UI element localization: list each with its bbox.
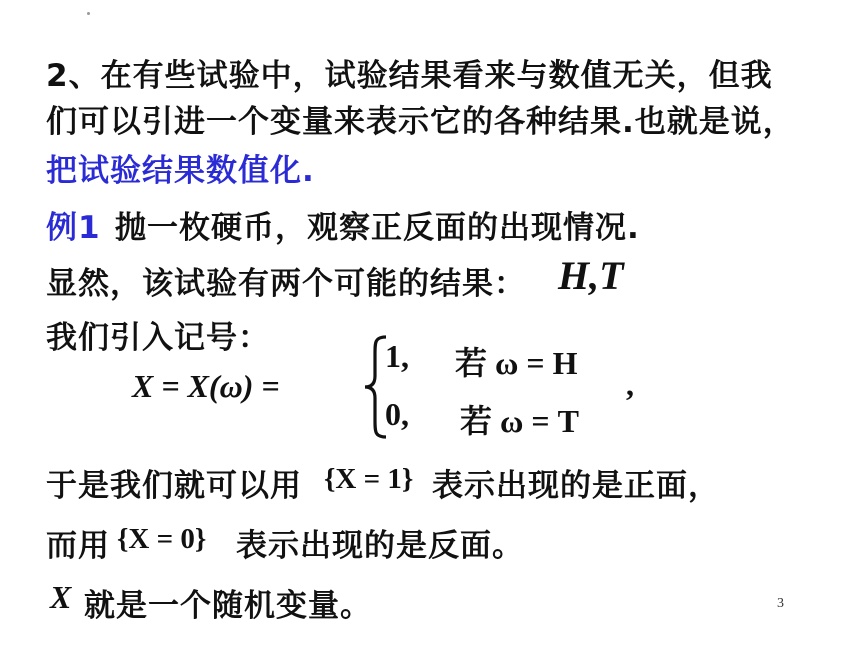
case2-condition: 若 ω = T — [460, 403, 579, 439]
example-text: 抛一枚硬币，观察正反面的出现情况. — [115, 210, 640, 246]
conclusion-text: 就是一个随机变量。 — [84, 588, 372, 624]
event-zero: {X = 0} — [117, 523, 207, 555]
formula-trailing-comma: , — [626, 366, 634, 402]
decorative-dot — [87, 12, 90, 15]
page-number: 3 — [777, 596, 784, 611]
results-symbols: H,T — [558, 253, 624, 298]
example-label: 例1 — [46, 210, 101, 246]
results-text: 显然，该试验有两个可能的结果： — [46, 266, 526, 302]
event-zero-suffix: 表示出现的是反面。 — [236, 528, 524, 564]
case2-value: 0, — [385, 396, 409, 432]
conclusion-variable: X — [50, 579, 72, 615]
case1-value: 1, — [385, 338, 409, 374]
intro-highlight: 把试验结果数值化. — [46, 153, 315, 189]
event-zero-prefix: 而用 — [46, 528, 110, 564]
case1-condition: 若 ω = H — [455, 345, 578, 381]
event-one-prefix: 于是我们就可以用 — [46, 468, 302, 504]
intro-line-2: 们可以引进一个变量来表示它的各种结果.也就是说， — [46, 104, 795, 140]
event-one: {X = 1} — [324, 463, 414, 495]
event-one-suffix: 表示出现的是正面， — [432, 468, 720, 504]
intro-line-1: 2、在有些试验中，试验结果看来与数值无关，但我 — [46, 58, 773, 94]
formula-lhs: X = X(ω) = — [132, 368, 280, 404]
notation-text: 我们引入记号： — [46, 320, 270, 356]
